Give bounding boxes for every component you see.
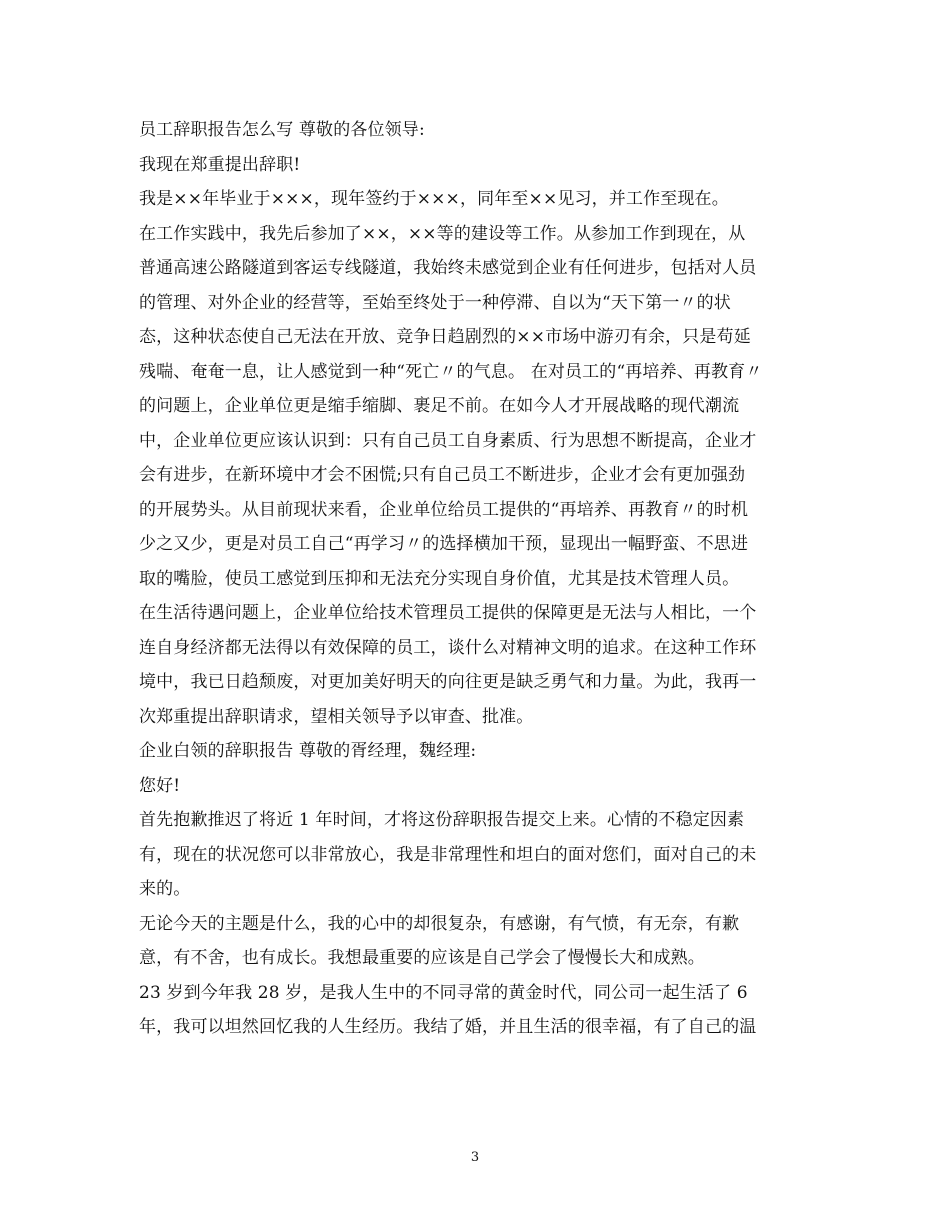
text-line: 残喘、奄奄一息，让人感觉到一种“死亡〃的气息。 在对员工的“再培养、再教育〃: [139, 361, 763, 382]
text-line: 23 岁到今年我 28 岁，是我人生中的不同寻常的黄金时代，同公司一起生活了 6: [139, 982, 748, 1003]
text-line: 中，企业单位更应该认识到：只有自己员工自身素质、行为思想不断提高，企业才: [139, 430, 757, 451]
text-line: 年，我可以坦然回忆我的人生经历。我结了婚，并且生活的很幸福，有了自己的温: [139, 1017, 757, 1037]
text-line: 态，这种状态使自己无法在开放、竞争日趋剧烈的××市场中游刃有余，只是苟延: [139, 327, 751, 347]
text-line: 普通高速公路隧道到客运专线隧道，我始终未感觉到企业有任何进步，包括对人员: [139, 258, 757, 278]
text-line: 连自身经济都无法得以有效保障的员工，谈什么对精神文明的追求。在这种工作环: [139, 637, 757, 658]
text-line: 意，有不舍，也有成长。我想最重要的应该是自己学会了慢慢长大和成熟。: [139, 948, 705, 968]
text-line: 我现在郑重提出辞职!: [139, 154, 301, 175]
text-line: 员工辞职报告怎么写 尊敬的各位领导:: [139, 120, 425, 140]
text-line: 来的。: [139, 879, 191, 899]
text-line: 的问题上，企业单位更是缩手缩脚、裹足不前。在如今人才开展战略的现代潮流: [139, 396, 740, 416]
text-line: 会有进步，在新环境中才会不困慌;只有自己员工不断进步，企业才会有更加强劲: [139, 465, 746, 485]
text-line: 有，现在的状况您可以非常放心，我是非常理性和坦白的面对您们，面对自己的未: [139, 844, 757, 865]
text-line: 在生活待遇问题上，企业单位给技术管理员工提供的保障更是无法与人相比，一个: [139, 603, 757, 623]
text-line: 少之又少，更是对员工自己“再学习〃的选择横加干预，显现出一幅野蛮、不思进: [139, 534, 749, 554]
text-line: 的管理、对外企业的经营等，至始至终处于一种停滞、自以为“天下第一〃的状: [139, 292, 731, 313]
text-line: 无论今天的主题是什么，我的心中的却很复杂，有感谢，有气愤，有无奈，有歉: [139, 913, 740, 934]
text-line: 您好!: [139, 775, 181, 796]
text-line: 我是××年毕业于×××，现年签约于×××，同年至××见习，并工作至现在。: [139, 189, 729, 209]
page-number: 3: [470, 1150, 480, 1165]
text-line: 的开展势头。从目前现状来看，企业单位给员工提供的“再培养、再教育〃的时机: [139, 499, 749, 520]
text-line: 在工作实践中，我先后参加了××，××等的建设等工作。从参加工作到现在，从: [139, 223, 746, 244]
text-line: 企业白领的辞职报告 尊敬的胥经理，魏经理:: [139, 741, 477, 761]
text-line: 取的嘴脸，使员工感觉到压抑和无法充分实现自身价值，尤其是技术管理人员。: [139, 568, 740, 589]
text-line: 境中，我已日趋颓废，对更加美好明天的向往更是缺乏勇气和力量。为此，我再一: [139, 672, 757, 692]
text-line: 首先抱歉推迟了将近 1 年时间，才将这份辞职报告提交上来。心情的不稳定因素: [139, 810, 745, 830]
document-body: [139, 113, 819, 1045]
text-line: 次郑重提出辞职请求，望相关领导予以审查、批准。: [139, 706, 534, 727]
